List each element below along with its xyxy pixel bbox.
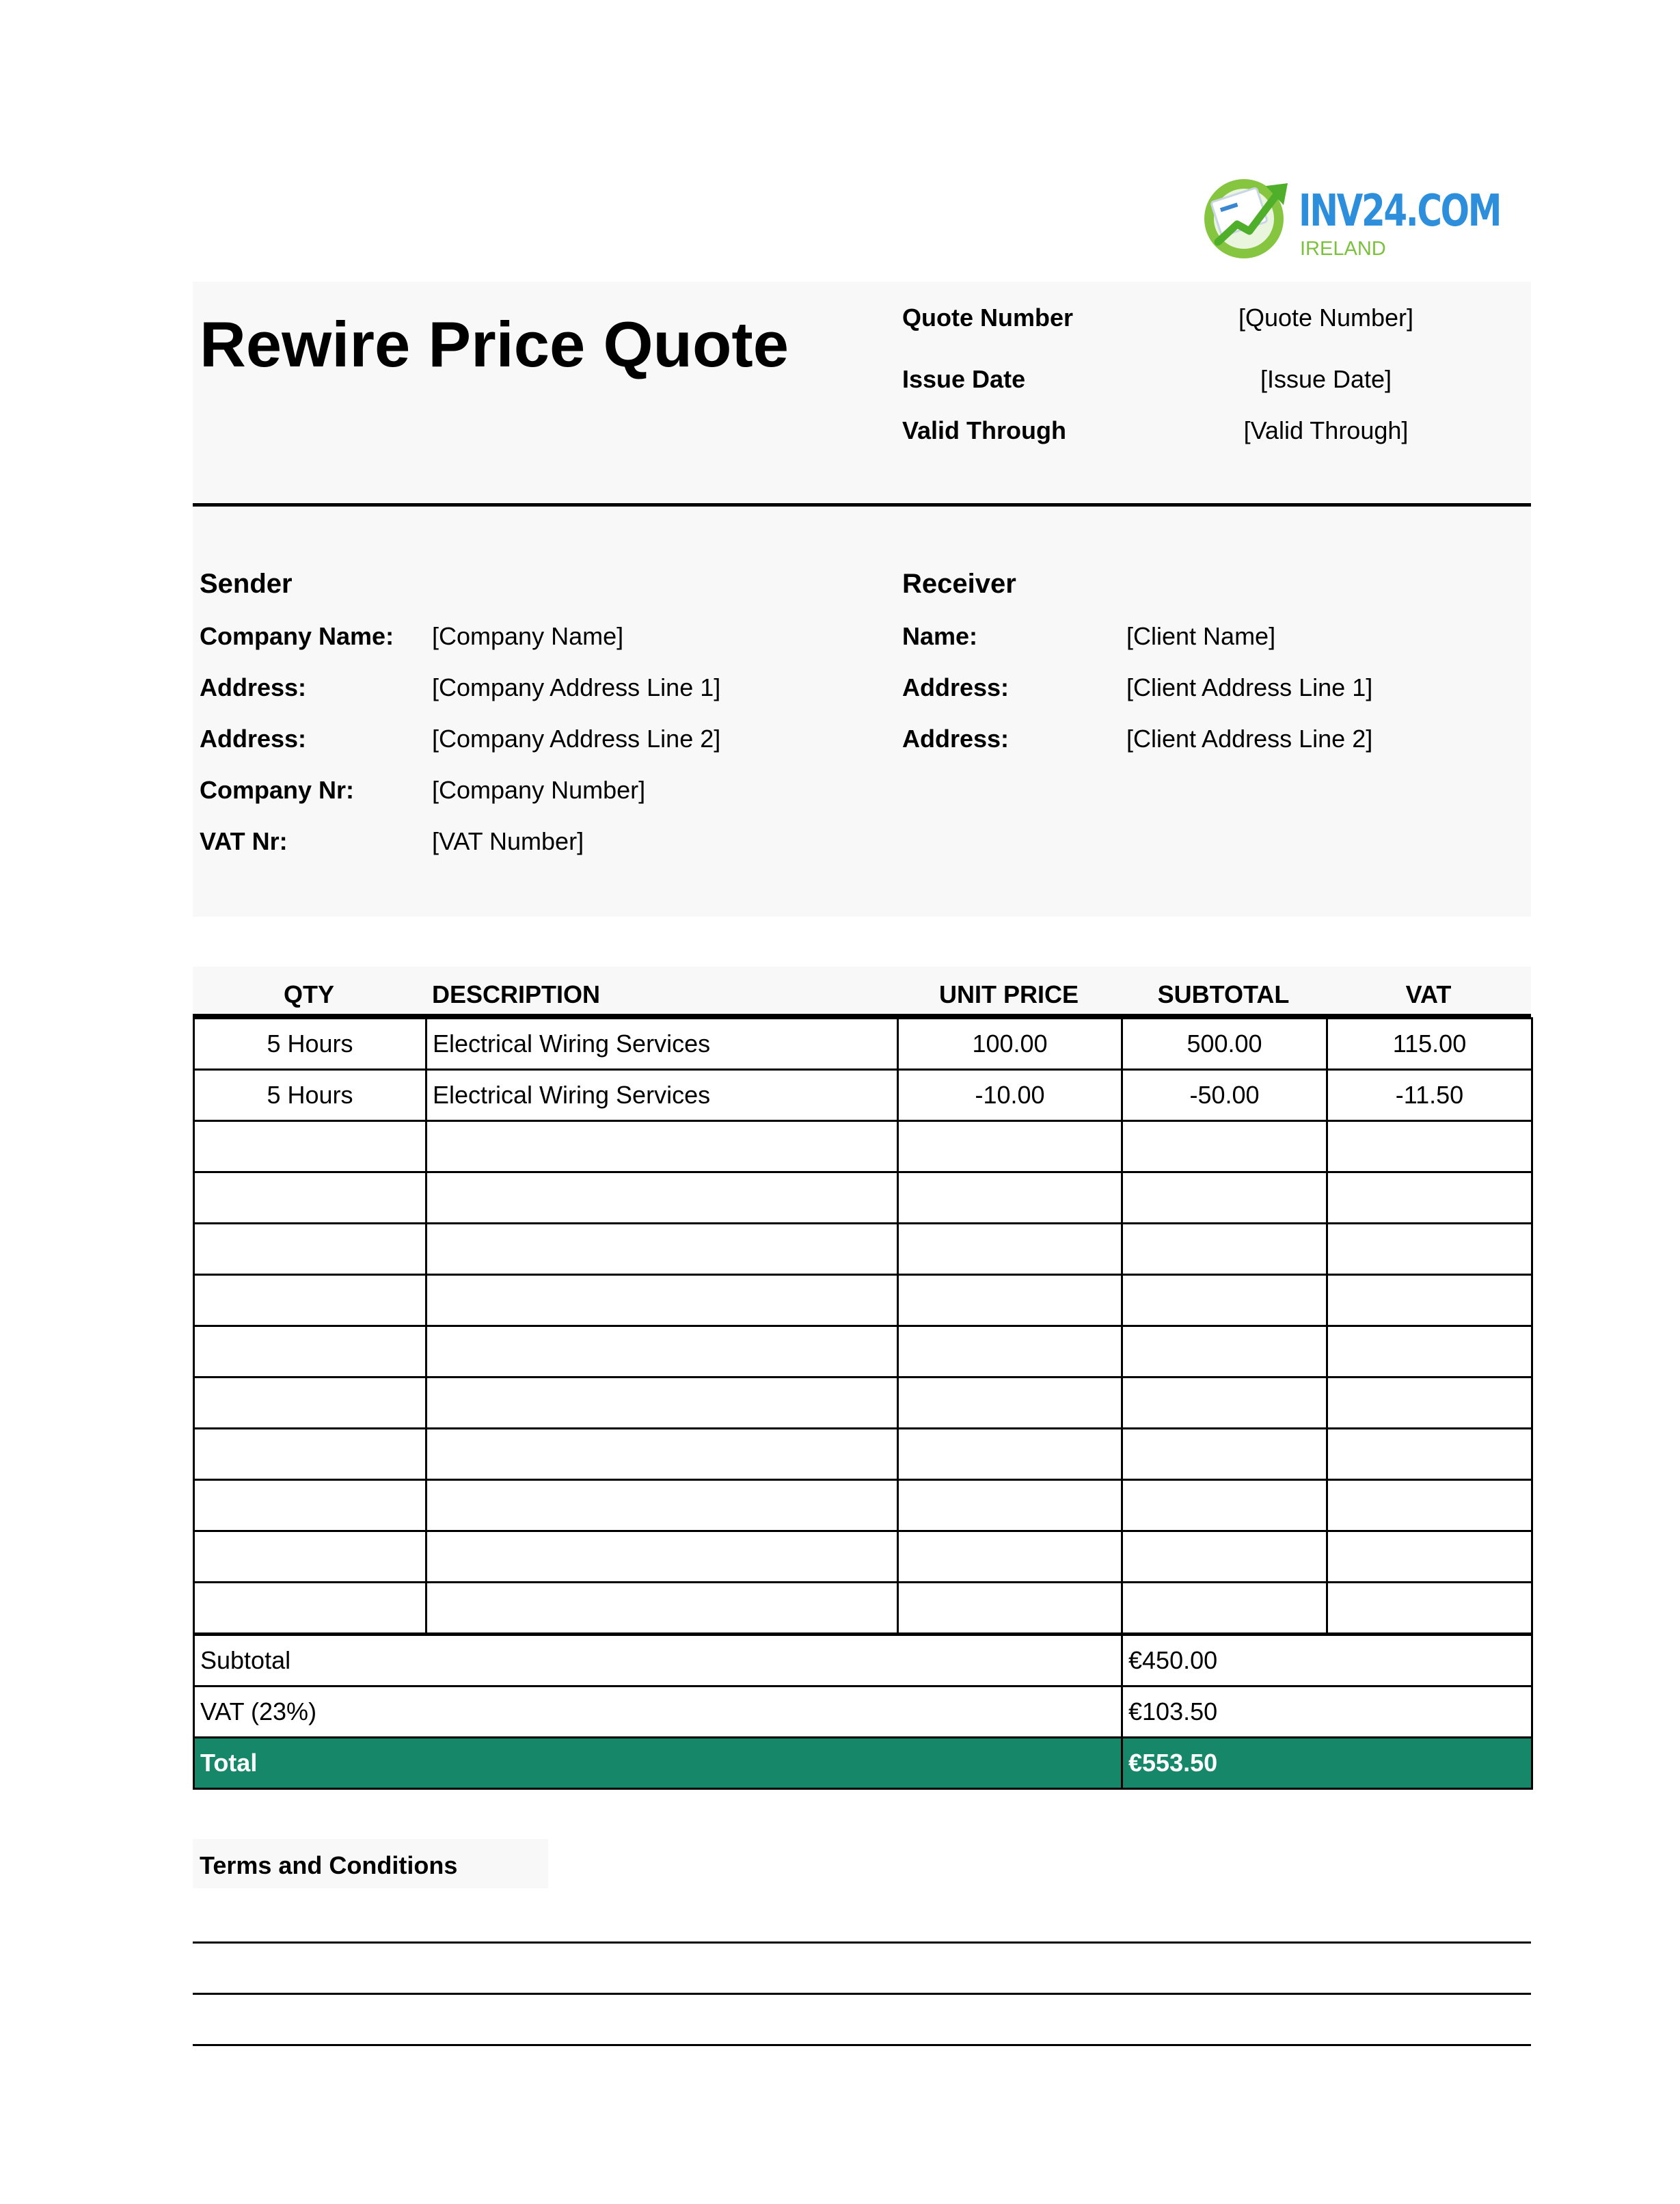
description-cell[interactable] <box>426 1121 898 1172</box>
total-value[interactable]: €553.50 <box>1122 1738 1532 1789</box>
description-cell[interactable] <box>426 1275 898 1326</box>
subtotal-cell[interactable] <box>1122 1429 1327 1480</box>
table-row <box>194 1583 1532 1634</box>
unit-price-column-header: UNIT PRICE <box>938 980 1079 1008</box>
receiver-address-2-value[interactable]: [Client Address Line 2] <box>1126 725 1373 753</box>
sender-vat-number-label: VAT Nr: <box>200 827 288 855</box>
logo-text: INV24.COM <box>1299 186 1501 237</box>
sender-address-1-label: Address: <box>200 673 307 701</box>
logo-subtext: IRELAND <box>1300 238 1386 260</box>
sender-address-2-label: Address: <box>200 725 307 753</box>
subtotal-cell[interactable] <box>1122 1378 1327 1429</box>
qty-cell[interactable] <box>194 1172 426 1224</box>
terms-line[interactable] <box>193 1941 1531 1944</box>
qty-cell[interactable] <box>194 1275 426 1326</box>
description-column-header: DESCRIPTION <box>432 980 601 1008</box>
table-row <box>194 1429 1532 1480</box>
unit-price-cell[interactable] <box>898 1326 1122 1378</box>
qty-cell[interactable] <box>194 1378 426 1429</box>
quote-number-value[interactable]: [Quote Number] <box>1238 304 1414 332</box>
description-cell[interactable]: Electrical Wiring Services <box>426 1019 898 1070</box>
description-cell[interactable] <box>426 1583 898 1634</box>
sender-company-name-label: Company Name: <box>200 622 394 650</box>
sender-vat-number-value[interactable]: [VAT Number] <box>432 827 584 855</box>
subtotal-cell[interactable]: 500.00 <box>1122 1019 1327 1070</box>
qty-cell[interactable] <box>194 1531 426 1583</box>
receiver-address-2-label: Address: <box>902 725 1010 753</box>
table-row <box>194 1531 1532 1583</box>
table-row <box>194 1019 1532 1070</box>
vat-value[interactable]: €103.50 <box>1122 1686 1532 1738</box>
description-cell[interactable] <box>426 1172 898 1224</box>
subtotal-column-header: SUBTOTAL <box>1157 980 1290 1008</box>
vat-cell[interactable] <box>1327 1224 1532 1275</box>
vat-cell[interactable] <box>1327 1480 1532 1531</box>
unit-price-cell[interactable] <box>898 1531 1122 1583</box>
subtotal-row <box>194 1635 1532 1686</box>
table-row <box>194 1121 1532 1172</box>
description-cell[interactable] <box>426 1224 898 1275</box>
qty-cell[interactable] <box>194 1583 426 1634</box>
subtotal-cell[interactable]: -50.00 <box>1122 1070 1327 1121</box>
parties-panel <box>193 507 1531 917</box>
unit-price-cell[interactable] <box>898 1583 1122 1634</box>
description-cell[interactable] <box>426 1326 898 1378</box>
vat-cell[interactable] <box>1327 1429 1532 1480</box>
unit-price-cell[interactable] <box>898 1429 1122 1480</box>
issue-date-value[interactable]: [Issue Date] <box>1260 365 1392 393</box>
qty-cell[interactable]: 5 Hours <box>194 1019 426 1070</box>
total-row <box>194 1738 1532 1789</box>
vat-cell[interactable] <box>1327 1583 1532 1634</box>
table-row <box>194 1326 1532 1378</box>
vat-cell[interactable] <box>1327 1378 1532 1429</box>
terms-line[interactable] <box>193 2044 1531 2046</box>
unit-price-cell[interactable] <box>898 1378 1122 1429</box>
terms-heading: Terms and Conditions <box>200 1851 458 1879</box>
table-row <box>194 1172 1532 1224</box>
table-row <box>194 1070 1532 1121</box>
description-cell[interactable]: Electrical Wiring Services <box>426 1070 898 1121</box>
quote-number-label: Quote Number <box>902 304 1074 332</box>
unit-price-cell[interactable] <box>898 1480 1122 1531</box>
unit-price-cell[interactable]: 100.00 <box>898 1019 1122 1070</box>
vat-cell[interactable] <box>1327 1121 1532 1172</box>
subtotal-label: Subtotal <box>194 1635 1122 1686</box>
items-table <box>193 1017 1533 1635</box>
unit-price-cell[interactable] <box>898 1172 1122 1224</box>
receiver-name-value[interactable]: [Client Name] <box>1126 622 1276 650</box>
subtotal-cell[interactable] <box>1122 1121 1327 1172</box>
subtotal-cell[interactable] <box>1122 1583 1327 1634</box>
vat-cell[interactable] <box>1327 1326 1532 1378</box>
receiver-name-label: Name: <box>902 622 978 650</box>
unit-price-cell[interactable] <box>898 1121 1122 1172</box>
valid-through-label: Valid Through <box>902 416 1066 444</box>
receiver-address-1-label: Address: <box>902 673 1010 701</box>
vat-label: VAT (23%) <box>194 1686 1122 1738</box>
receiver-heading: Receiver <box>902 569 1016 599</box>
vat-row <box>194 1686 1532 1738</box>
qty-cell[interactable]: 5 Hours <box>194 1070 426 1121</box>
logo-chart-icon <box>1197 171 1293 263</box>
unit-price-cell[interactable]: -10.00 <box>898 1070 1122 1121</box>
issue-date-label: Issue Date <box>902 365 1026 393</box>
terms-line[interactable] <box>193 1993 1531 1995</box>
description-cell[interactable] <box>426 1531 898 1583</box>
sender-address-1-value[interactable]: [Company Address Line 1] <box>432 673 721 701</box>
subtotal-value[interactable]: €450.00 <box>1122 1635 1532 1686</box>
subtotal-cell[interactable] <box>1122 1172 1327 1224</box>
sender-company-number-value[interactable]: [Company Number] <box>432 776 646 804</box>
vat-cell[interactable] <box>1327 1275 1532 1326</box>
subtotal-cell[interactable] <box>1122 1531 1327 1583</box>
table-row <box>194 1480 1532 1531</box>
subtotal-cell[interactable] <box>1122 1275 1327 1326</box>
sender-company-name-value[interactable]: [Company Name] <box>432 622 624 650</box>
valid-through-value[interactable]: [Valid Through] <box>1243 416 1409 444</box>
qty-column-header: QTY <box>283 980 334 1008</box>
unit-price-cell[interactable] <box>898 1224 1122 1275</box>
sender-address-2-value[interactable]: [Company Address Line 2] <box>432 725 721 753</box>
totals-table <box>193 1634 1533 1790</box>
table-row <box>194 1224 1532 1275</box>
sender-company-number-label: Company Nr: <box>200 776 355 804</box>
subtotal-cell[interactable] <box>1122 1224 1327 1275</box>
description-cell[interactable] <box>426 1480 898 1531</box>
description-cell[interactable] <box>426 1429 898 1480</box>
qty-cell[interactable] <box>194 1429 426 1480</box>
table-row <box>194 1275 1532 1326</box>
vat-column-header: VAT <box>1405 980 1452 1008</box>
vat-cell[interactable]: 115.00 <box>1327 1019 1532 1070</box>
subtotal-cell[interactable] <box>1122 1480 1327 1531</box>
vat-cell[interactable] <box>1327 1172 1532 1224</box>
total-label: Total <box>194 1738 1122 1789</box>
qty-cell[interactable] <box>194 1326 426 1378</box>
table-row <box>194 1378 1532 1429</box>
vat-cell[interactable]: -11.50 <box>1327 1070 1532 1121</box>
vat-cell[interactable] <box>1327 1531 1532 1583</box>
receiver-address-1-value[interactable]: [Client Address Line 1] <box>1126 673 1373 701</box>
description-cell[interactable] <box>426 1378 898 1429</box>
qty-cell[interactable] <box>194 1224 426 1275</box>
qty-cell[interactable] <box>194 1480 426 1531</box>
unit-price-cell[interactable] <box>898 1275 1122 1326</box>
qty-cell[interactable] <box>194 1121 426 1172</box>
document-title: Rewire Price Quote <box>200 308 789 380</box>
subtotal-cell[interactable] <box>1122 1326 1327 1378</box>
company-logo <box>1197 171 1501 263</box>
sender-heading: Sender <box>200 569 293 599</box>
